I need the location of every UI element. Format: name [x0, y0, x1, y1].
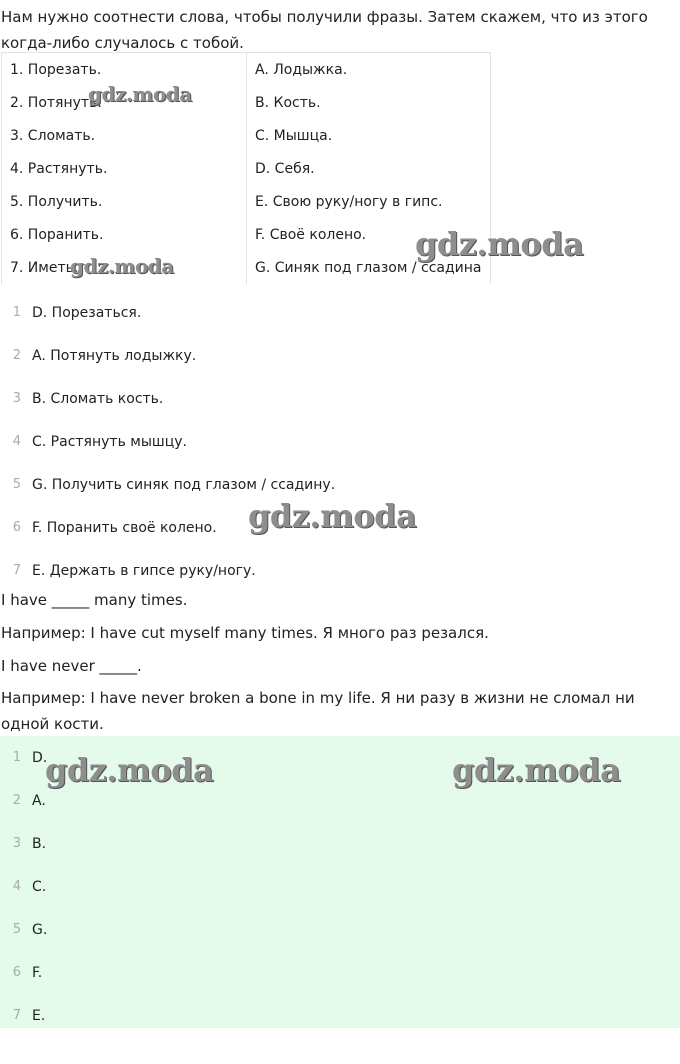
item-number: 6 [12, 965, 21, 980]
table-cell-match: E. Свою руку/ногу в гипс. [247, 185, 491, 218]
item-text: G. Получить синяк под глазом / ссадину. [32, 476, 336, 493]
answer-box [0, 736, 680, 1028]
item-number: 6 [12, 520, 21, 535]
table-cell-word: 3. Сломать. [2, 119, 247, 152]
item-text: D. [32, 749, 48, 766]
list-item [0, 994, 680, 1037]
intro-text: Нам нужно соотнести слова, чтобы получили фразы. Затем скажем, что из этого когда-либо случалось с тобой. [1, 8, 648, 52]
template-sentence: I have never _____. [1, 657, 142, 675]
list-item [0, 420, 680, 463]
table-cell-match: A. Лодыжка. [247, 53, 491, 87]
watermark: gdz.moda [70, 254, 174, 278]
item-number: 5 [12, 922, 21, 937]
item-number: 5 [12, 477, 21, 492]
item-text: A. Потянуть лодыжку. [32, 347, 197, 364]
table-cell-word: 5. Получить. [2, 185, 247, 218]
table-cell-word: 4. Растянуть. [2, 152, 247, 185]
table-cell-word: 2. Потянуть. [2, 86, 247, 119]
list-item [0, 291, 680, 334]
item-text: B. [32, 835, 47, 852]
item-number: 1 [12, 750, 21, 765]
item-number: 3 [12, 836, 21, 851]
watermark: gdz.moda [452, 751, 621, 789]
watermark: gdz.moda [248, 497, 417, 535]
list-item [0, 822, 680, 865]
table-cell-match: D. Себя. [247, 152, 491, 185]
table-cell-word: 6. Поранить. [2, 218, 247, 251]
table-cell-match: C. Мышца. [247, 119, 491, 152]
list-item [0, 736, 680, 779]
watermark: gdz.moda [45, 751, 214, 789]
item-text: F. [32, 964, 43, 981]
watermark: gdz.moda [415, 225, 584, 263]
item-number: 4 [12, 434, 21, 449]
table-cell-match: G. Синяк под глазом / ссадина [247, 251, 491, 284]
item-text: F. Поранить своё колено. [32, 519, 217, 536]
table-row [2, 152, 491, 185]
item-text: E. Держать в гипсе руку/ногу. [32, 562, 256, 579]
item-text: B. Сломать кость. [32, 390, 164, 407]
short-answer-list [0, 736, 680, 1037]
list-item [0, 779, 680, 822]
item-number: 4 [12, 879, 21, 894]
table-cell-word: 7. Иметь. [2, 251, 247, 284]
table-cell-match: B. Кость. [247, 86, 491, 119]
table-row [2, 86, 491, 119]
item-number: 2 [12, 793, 21, 808]
answer-list [0, 291, 680, 592]
item-text: E. [32, 1007, 46, 1024]
matching-table [1, 52, 491, 284]
item-number: 7 [12, 563, 21, 578]
list-item [0, 908, 680, 951]
item-text: D. Порезаться. [32, 304, 142, 321]
item-text: A. [32, 792, 46, 809]
list-item [0, 506, 680, 549]
table-row [2, 119, 491, 152]
table-row [2, 251, 491, 284]
table-row [2, 53, 491, 87]
list-item [0, 951, 680, 994]
item-text: G. [32, 921, 48, 938]
list-item [0, 334, 680, 377]
table-row [2, 185, 491, 218]
template-sentence: I have _____ many times. [1, 591, 188, 609]
item-number: 2 [12, 348, 21, 363]
item-number: 3 [12, 391, 21, 406]
example-sentence: Например: I have cut myself many times. Я много раз резался. [1, 624, 489, 642]
item-text: C. [32, 878, 47, 895]
list-item [0, 865, 680, 908]
item-number: 7 [12, 1008, 21, 1023]
item-number: 1 [12, 305, 21, 320]
item-text: C. Растянуть мышцу. [32, 433, 187, 450]
example-sentence: Например: I have never broken a bone in my life. Я ни разу в жизни не сломал ни одной кости. [1, 689, 635, 733]
list-item [0, 377, 680, 420]
watermark: gdz.moda [88, 82, 192, 106]
table-row [2, 218, 491, 251]
table-cell-match: F. Своё колено. [247, 218, 491, 251]
list-item [0, 549, 680, 592]
list-item [0, 463, 680, 506]
table-cell-word: 1. Порезать. [2, 53, 247, 87]
